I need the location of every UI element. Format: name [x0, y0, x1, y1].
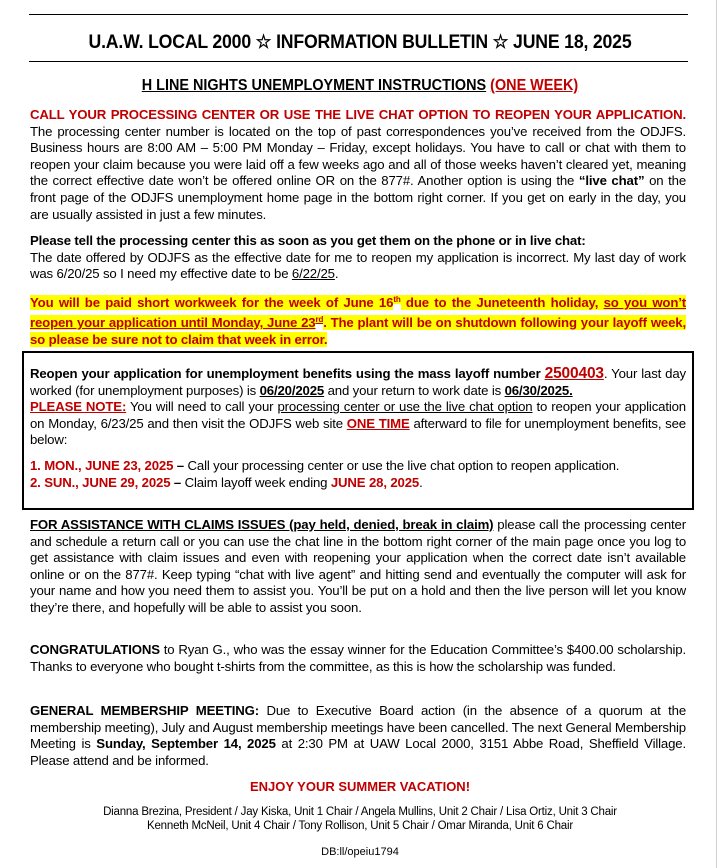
enjoy-vacation-banner: ENJOY YOUR SUMMER VACATION!	[249, 779, 471, 794]
step-item	[30, 475, 686, 492]
congratulations-section	[30, 642, 686, 675]
live-chat-term: “live chat”	[578, 173, 645, 189]
reopen-instructions	[30, 107, 686, 223]
notice-part-1: You will be paid short workweek for the week of June 16	[30, 295, 394, 311]
reopen-body-1: The processing center number is located on the top of past correspondences you’ve received from the ODJFS. Business hours are 8:00 AM – 5:00 PM Monday – Friday, except holidays. You have to call or chat with them to reopen your claim because you were laid off a few weeks ago and all of those weeks haven’t cleared yet, meaning the correct effective date won’t be offered online OR on the 877#. Another option is using the	[30, 123, 686, 189]
step-item	[30, 458, 686, 475]
step-dash: –	[170, 474, 185, 490]
officers-line-2: Kenneth McNeil, Unit 4 Chair / Tony Rollison, Unit 5 Chair / Omar Miranda, Unit 6 Chair	[147, 820, 573, 832]
step-end-date: JUNE 28, 2025	[330, 474, 420, 490]
notice-sup-1: th	[393, 295, 401, 304]
layoff-number: 2500403	[544, 365, 604, 382]
step-end: .	[419, 474, 423, 490]
last-day-worked: 06/20/2025	[259, 382, 325, 398]
one-time-label: ONE TIME	[346, 415, 410, 431]
steps-list	[30, 458, 686, 491]
step-text: Call your processing center or use the live chat option to reopen application.	[187, 458, 620, 473]
box-mid: and your return to work date is	[324, 382, 505, 398]
reopen-lead: CALL YOUR PROCESSING CENTER OR USE THE LIVE CHAT OPTION TO REOPEN YOUR APPLICATION.	[30, 107, 686, 122]
step-date: 1. MON., JUNE 23, 2025	[30, 458, 174, 473]
mass-layoff-text	[30, 366, 686, 449]
membership-meeting-section	[30, 703, 686, 769]
notice-part-3: . The plant will be on shutdown following your layoff week, so please be sure not to claim that week in error.	[30, 315, 686, 347]
bulletin-title: U.A.W. LOCAL 2000 ☆ INFORMATION BULLETIN ☆ JUNE 18, 2025	[88, 32, 632, 53]
tell-end: .	[334, 266, 339, 282]
tell-center-section	[30, 233, 686, 283]
note-3: afterward to file for unemployment benefits, see below:	[30, 415, 686, 448]
meeting-body-1: Due to Executive Board action (in the absence of a quorum at the membership meeting), July and August membership meetings have been cancelled. The next General Membership Meeting is	[30, 703, 686, 752]
congrats-lead: CONGRATULATIONS	[30, 642, 160, 657]
box-after-number: . Your last day worked (for unemployment purposes) is	[30, 366, 686, 398]
effective-date: 6/22/25	[291, 266, 335, 282]
note-2: to reopen your application on Monday, 6/23/25 and then visit the ODJFS web site	[30, 399, 686, 431]
reopen-body-2: on the front page of the ODJFS unemployment home page in the bottom right corner. If you get on early in the day, you are usually assisted in just a few minutes.	[30, 173, 686, 222]
top-rule	[29, 14, 688, 15]
officers-list	[0, 805, 720, 833]
notice-underlined: so you won’t reopen your application until Monday, June 23	[30, 295, 686, 331]
page-edge	[716, 0, 717, 868]
assistance-section	[30, 517, 686, 617]
officers-line-1: Dianna Brezina, President / Jay Kiska, Unit 1 Chair / Angela Mullins, Unit 2 Chair / Lisa Ortiz, Unit 3 Chair	[103, 806, 617, 818]
notice-sup-2: rd	[315, 314, 324, 324]
assistance-body: please call the processing center and schedule a return call or you can use the chat line in the bottom right corner of the main page once you log to get assistance with claim issues and even with reopening your application when the correct date isn’t available online or on the 877#. Keep typing “chat with live agent” and hitting send and eventually the computer will ask for your name and how you need them to assist you. You’ll be put on a hold and then the live person will let you know they’re there, and hopefully will be able to assist you soon.	[30, 517, 686, 615]
assistance-lead: FOR ASSISTANCE WITH CLAIMS ISSUES (pay held, denied, break in claim)	[30, 517, 494, 532]
meeting-body-2: at 2:30 PM at UAW Local 2000, 3151 Abbe Road, Sheffield Village. Please attend and be informed.	[30, 736, 686, 768]
please-note-label: PLEASE NOTE:	[30, 399, 127, 415]
heading-tag: (ONE WEEK)	[490, 77, 579, 94]
heading-main: H LINE NIGHTS UNEMPLOYMENT INSTRUCTIONS	[141, 77, 487, 94]
step-text: Claim layoff week ending	[184, 474, 331, 490]
title-rule	[29, 61, 688, 62]
note-link: processing center or use the live chat option	[277, 399, 533, 415]
congrats-body: to Ryan G., who was the essay winner for the Education Committee’s $400.00 scholarship. Thanks to everyone who bought t-shirts from the committee, as this is how the scholarship was funded.	[30, 642, 686, 674]
return-date: 06/30/2025.	[504, 382, 573, 398]
step-dash: –	[173, 458, 188, 473]
notice-part-2: due to the Juneteenth holiday,	[400, 295, 604, 311]
section-heading	[25, 77, 695, 95]
short-workweek-notice	[30, 292, 686, 349]
tell-lead: Please tell the processing center this as soon as you get them on the phone or in live chat:	[30, 233, 586, 248]
note-1: You will need to call your	[126, 399, 278, 415]
step-date: 2. SUN., JUNE 29, 2025	[30, 474, 171, 490]
box-lead: Reopen your application for unemployment benefits using the mass layoff number	[30, 366, 545, 381]
db-reference: DB:ll/opeiu1794	[321, 846, 399, 858]
meeting-date: Sunday, September 14, 2025	[96, 736, 276, 752]
tell-body: The date offered by ODJFS as the effective date for me to reopen my application is incorrect. My last day of work was 6/20/25 so I need my effective date to be	[30, 249, 686, 282]
meeting-lead: GENERAL MEMBERSHIP MEETING:	[30, 703, 260, 718]
